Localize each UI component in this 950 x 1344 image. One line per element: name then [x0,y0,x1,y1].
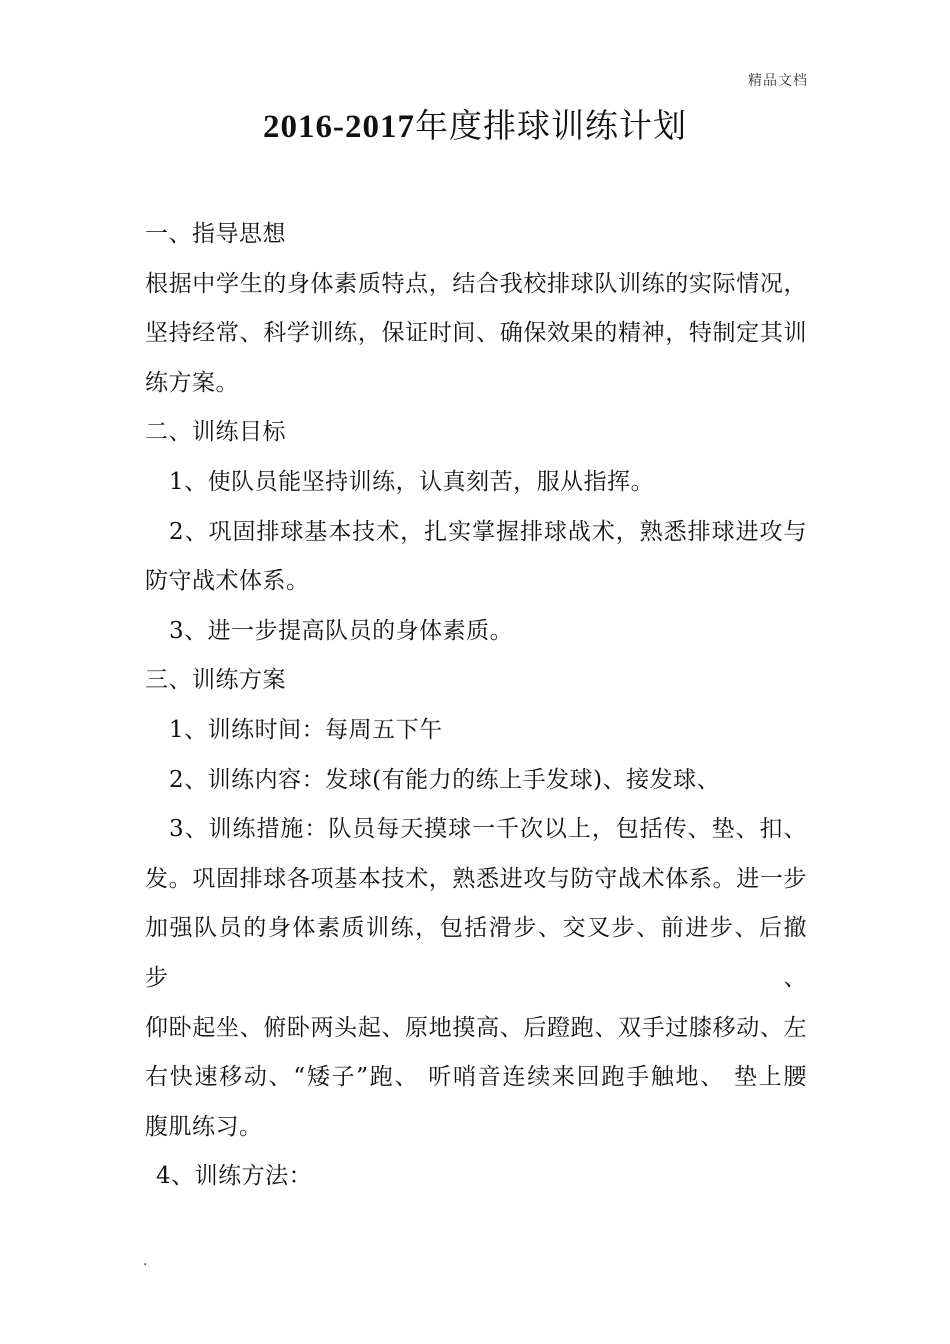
document-title [0,100,950,147]
document-body [145,210,807,1202]
body-line: 4、训练方法： [156,1163,313,1190]
body-line: 加强队员的身体素质训练，包括滑步、交叉步、前进步、后撤步、 [145,915,807,991]
header-watermark: 精品文档 [748,73,808,89]
body-line: 1、使队员能坚持训练，认真刻苦，服从指挥。 [169,468,655,495]
title-year: 2016-2017 [263,109,415,145]
body-line: 2、巩固排球基本技术，扎实掌握排球战术，熟悉排球进攻与 [169,518,807,545]
body-line: 练方案。 [145,369,239,396]
body-line: 腹肌练习。 [145,1113,263,1140]
title-text: 年度排球训练计划 [415,106,687,145]
body-line: 二、训练目标 [145,419,286,446]
body-line: 3、进一步提高队员的身体素质。 [169,617,514,644]
body-line: 根据中学生的身体素质特点，结合我校排球队训练的实际情况， [145,270,807,297]
body-line: 仰卧起坐、俯卧两头起、原地摸高、后蹬跑、双手过膝移动、左 [145,1014,807,1041]
body-line: 1、训练时间：每周五下午 [169,716,443,743]
body-line: 三、训练方案 [145,667,286,694]
body-line: 3、训练措施：队员每天摸球一千次以上，包括传、垫、扣、 [169,816,807,843]
body-line: 发。巩固排球各项基本技术，熟悉进攻与防守战术体系。进一步 [145,865,807,892]
body-line: 防守战术体系。 [145,568,310,595]
body-line: 一、指导思想 [145,221,286,247]
body-line: 坚持经常、科学训练，保证时间、确保效果的精神，特制定其训 [145,320,807,347]
footer-mark: . [143,1253,148,1269]
body-line: 2、训练内容：发球(有能力的练上手发球)、接发球、 [169,766,721,793]
body-line: 右快速移动、“矮子”跑、 听哨音连续来回跑手触地、 垫上腰 [145,1064,807,1091]
